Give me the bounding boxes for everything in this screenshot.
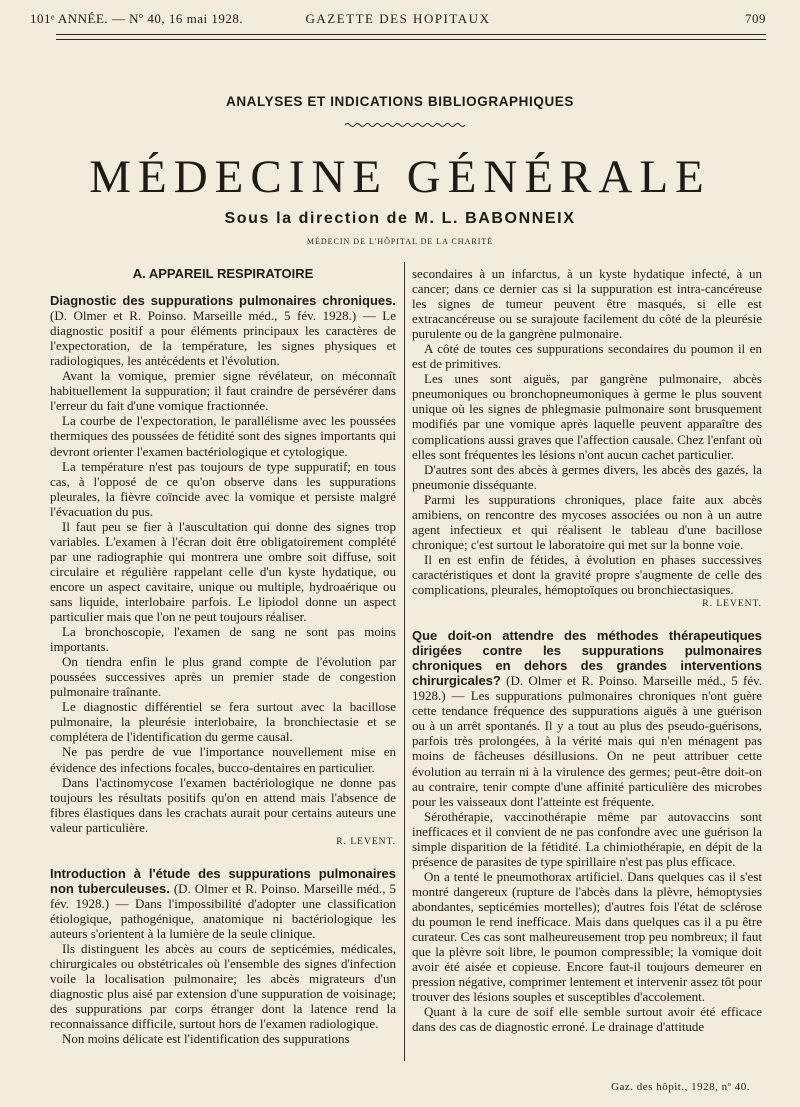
paragraph: La température n'est pas toujours de type suppuratif; en tous cas, à l'opposé de ce qu'on observe dans les suppurations pleurales, la fièvre coïncide avec la vomique et persiste malgré l'évacuation du pus. <box>50 458 396 519</box>
paragraph: On a tenté le pneumothorax artificiel. Dans quelques cas il s'est montré dangereux (rupture de l'abcès dans la plèvre, hémoptysies abondantes, septicémies mortelles); d'autres fois l'état de sclérose du poumon le rend inefficace. Mais dans quelques cas il a pu être curateur. Ces cas sont malheureusement trop peu nombreux; il faut que la plèvre soit libre, le poumon compressible; la vomique doit avoir été aisée et copieuse. Encore faut-il toujours demeurer en pression négative, comprimer lentement et intervenir assez tôt pour trouver des lésions souples et susceptibles d'accolement. <box>412 868 762 1005</box>
paragraph: On tiendra enfin le plus grand compte de l'évolution par poussées successives après un premier stade de congestion pulmonaire traînante. <box>50 654 396 700</box>
footer-reference: Gaz. des hôpit., 1928, nº 40. <box>611 1081 750 1093</box>
paragraph: Quant à la cure de soif elle semble surtout avoir été efficace dans des cas de diagnostic erroné. Le drainage d'attitude <box>412 1004 762 1035</box>
continuation-paragraph: secondaires à un infarctus, à un kyste hydatique infecté, à un cancer; dans ce dernier cas si la suppuration est intra-cancéreuse les signes de tumeur peuvent être masqués, si elle est extracancéreuse ou se surajoute facilement du côté de la pleurésie purulente ou de la gangrène pulmonaire. <box>412 266 762 342</box>
editor-line: Sous la direction de M. L. BABONNEIX <box>224 210 576 227</box>
page-number: 709 <box>745 11 766 26</box>
article-1-title: Diagnostic des suppurations pulmonaires chroniques. <box>50 293 396 309</box>
paragraph: Parmi les suppurations chroniques, place faite aux abcès amibiens, on rencontre des mycoses associées ou non à un autre agent infectieux et qui réalisent le tableau d'une bacillose chronique; c'est surtout le laboratoire qui met sur la bonne voie. <box>412 491 762 552</box>
main-title: MÉDECINE GÉNÉRALE <box>89 151 711 203</box>
ornament-divider <box>345 122 465 128</box>
paragraph: D'autres sont des abcès à germes divers, les abcès des gazés, la pneumonie disséquante. <box>412 461 762 492</box>
paragraph: Les unes sont aiguës, par gangrène pulmonaire, abcès pneumoniques ou bronchopneumoniques à germe le plus souvent unique où les signes de phlegmasie pulmonaire sont brusquement modifiés par une vomique après laquelle peuvent apparaître des complications aussi graves que l'affection causale. Chez l'enfant où elles sont fréquentes les lésions n'ont aucun cachet particulier. <box>412 371 762 462</box>
signature: R. LEVENT. <box>702 599 762 610</box>
article-2-citation: (D. Olmer et R. Poinso. Marseille méd., 5 fév. 1928.) — Dans l'impossibilité d'adopter une classification étiologique, pathogénique, anatomique ni bactériologique les auteurs s'orientent à la lumière de la seule clinique. <box>50 880 396 941</box>
paragraph: Il en est enfin de fétides, à évolution en phases successives caractéristiques et dont la gravité propre s'augmente de celle des complications, pleurales, hémoptoïques ou bronchiectasiques. <box>412 551 762 597</box>
article-2-title: Introduction à l'étude des suppurations pulmonaires non tuberculeuses. <box>50 865 396 896</box>
article-3-lead <box>412 628 762 809</box>
paragraph: Dans l'actinomycose l'examen bactériologique ne donne pas toujours les résultats positifs qu'on en attend mais l'absence de fibres élastiques dans les crachats aurait pour certains auteurs une valeur particulière. <box>50 774 396 835</box>
paragraph: Le diagnostic différentiel se fera surtout avec la bacillose pulmonaire, la pleurésie interlobaire, la bronchiectasie et se complétera de l'identification du germe causal. <box>50 699 396 745</box>
paragraph: Ils distinguent les abcès au cours de septicémies, médicales, chirurgicales ou obstétricales où l'ensemble des signes d'infection voile la localisation pulmonaire; les abcès migrateurs d'un diagnostic plus aisé par extension d'une suppuration de voisinage; des suppurations par corps étranger dont la latence rend la reconnaissance difficile, surtout hors de l'examen radiologique. <box>50 941 396 1032</box>
article-3-title: Que doit-on attendre des méthodes thérapeutiques dirigées contre les suppurations pulmonaires chroniques en dehors des grandes interventions chirurgicales? <box>412 628 762 689</box>
left-column <box>50 266 396 1067</box>
subsection-heading: A. APPAREIL RESPIRATOIRE <box>132 266 314 281</box>
paragraph: La bronchoscopie, l'examen de sang ne sont pas moins importants. <box>50 624 396 655</box>
signature: R. LEVENT. <box>336 836 396 847</box>
paragraph: Ne pas perdre de vue l'importance nouvellement mise en évidence des infections focales, bucco-dentaires en particulier. <box>50 744 396 775</box>
article-1-citation: (D. Olmer et R. Poinso. Marseille méd., 5 fév. 1928.) — Le diagnostic positif a pour éléments principaux les caractères de l'expectoration, de la température, les signes physiques et radiologiques, les antécédents et l'évolution. <box>50 308 396 369</box>
right-column <box>412 266 762 1067</box>
article-2-lead <box>50 866 396 941</box>
issue-info: 101ᵉ ANNÉE. — Nº 40, 16 mai 1928. <box>30 11 244 26</box>
journal-title: GAZETTE DES HOPITAUX <box>305 11 491 26</box>
paragraph: Sérothérapie, vaccinothérapie même par autovaccins sont inefficaces et il convient de ne pas confondre avec une guérison la simple disparition de la fétidité. La chimiothérapie, en dépit de la présence de parasites de type spirillaire n'est pas plus efficace. <box>412 808 762 869</box>
paragraph: Avant la vomique, premier signe révélateur, on méconnaît habituellement la suppuration; il faut craindre de persévérer dans l'erreur du fait d'une vomique fractionnée. <box>50 368 396 414</box>
article-3-citation: (D. Olmer et R. Poinso. Marseille méd., 5 fév. 1928.) — Les suppurations pulmonaires chroniques n'ont guère cette tendance fréquence des suppurations aiguës à une guérison ou à un arrêt spontanés. Il y a tout au plus des pseudo-guérisons, parfois très prolongées, à la vérité mais qui n'en ménagent pas moins de fâcheuses désillusions. On ne peut attribuer cette évolution au terrain ni à la virulence des germes; peut-être doit-on au contraire, tenir compte d'une affinité particulière des microbes pour les vaisseaux dont l'atteinte est fréquente. <box>412 673 762 809</box>
running-head <box>30 9 766 31</box>
column-divider <box>404 262 405 1061</box>
paragraph: Non moins délicate est l'identification des suppurations <box>62 1031 350 1047</box>
section-title: ANALYSES ET INDICATIONS BIBLIOGRAPHIQUES <box>225 94 575 109</box>
paragraph: A côté de toutes ces suppurations secondaires du poumon il en est de primitives. <box>412 341 762 372</box>
paragraph: Il faut peu se fier à l'auscultation qui donne des signes trop variables. L'examen à l'écran doit être obligatoirement complété par une radiographie qui montrera une ombre soit diffuse, soit circulaire et régulière rappelant celle d'un kyste hydatique, ou encore un aspect cavitaire, unique ou multiple, hydroaérique ou sans liquide, interlobaire parfois. Le lipiodol donne un aspect particulier mais que l'on ne peut toujours réaliser. <box>50 518 396 625</box>
editor-affiliation: MÉDECIN DE L'HÔPITAL DE LA CHARITÉ <box>306 237 494 246</box>
header-rule <box>56 34 766 40</box>
paragraph: La courbe de l'expectoration, le parallélisme avec les poussées thermiques des poussées de fétidité sont des signes importants qui devront orienter l'examen bactériologique et cytologique. <box>50 413 396 459</box>
article-1-lead <box>50 293 396 368</box>
